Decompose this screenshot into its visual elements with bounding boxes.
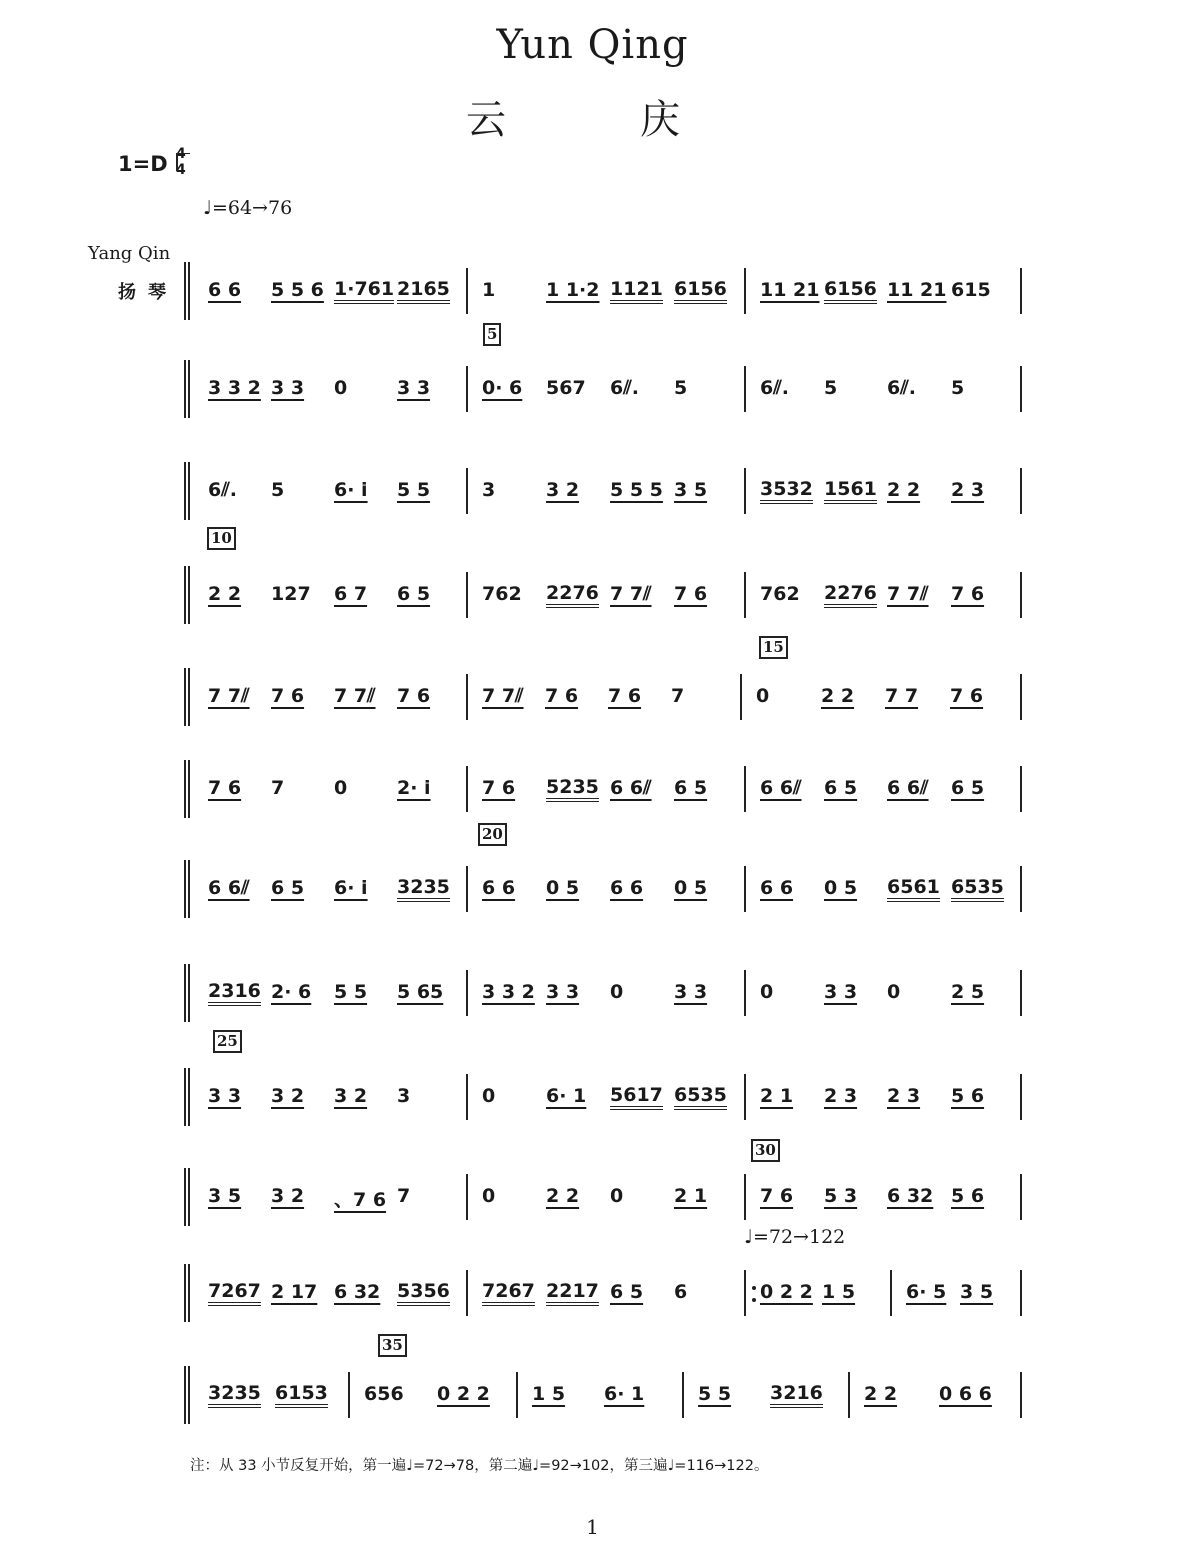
note-group: 6 32 xyxy=(887,1185,934,1207)
note-group: 11 21 xyxy=(887,279,947,301)
note-group: 6 xyxy=(674,1281,688,1303)
measure xyxy=(204,360,456,418)
note-group: 6 6⫽ xyxy=(887,777,929,799)
note-group: 3 2 xyxy=(546,479,580,501)
note-group: 6 7 xyxy=(334,583,368,605)
note-group: 3216 xyxy=(770,1383,823,1408)
measure xyxy=(478,860,734,918)
tempo-marking-1: ♩=64→76 xyxy=(203,197,293,219)
note-group: 2 2 xyxy=(887,479,921,501)
note-group: 2276 xyxy=(546,583,599,608)
note-group: 6 6 xyxy=(208,279,242,301)
measure xyxy=(204,262,456,320)
note-group: 5 5 xyxy=(397,479,431,501)
barline xyxy=(466,674,468,720)
note-group: 3 2 xyxy=(334,1085,368,1107)
barline xyxy=(740,674,742,720)
barline xyxy=(1020,268,1022,314)
rehearsal-mark-35: 35 xyxy=(378,1334,407,1357)
barline xyxy=(466,1074,468,1120)
note-group: 6 5 xyxy=(951,777,985,799)
note-group: 5 xyxy=(951,377,965,399)
barline xyxy=(1020,1074,1022,1120)
note-group: 2217 xyxy=(546,1281,599,1306)
note-group: 7267 xyxy=(482,1281,535,1306)
staff-row xyxy=(184,1264,1024,1322)
measure xyxy=(204,1068,456,1126)
note-group: 0 5 xyxy=(824,877,858,899)
note-group: 6 5 xyxy=(610,1281,644,1303)
system-start-barline xyxy=(184,1264,190,1322)
note-group: 7 7⫽ xyxy=(482,685,524,707)
barline xyxy=(744,970,746,1016)
system-start-barline xyxy=(184,1168,190,1226)
barline xyxy=(744,268,746,314)
system-start-barline xyxy=(184,964,190,1022)
measure xyxy=(360,1366,506,1424)
staff-row xyxy=(184,668,1024,726)
note-group: 7 6 xyxy=(608,685,642,707)
measure xyxy=(756,1168,1010,1226)
measure xyxy=(694,1366,838,1424)
note-group: 2 17 xyxy=(271,1281,318,1303)
note-group: 、7 6 xyxy=(334,1189,387,1211)
barline xyxy=(466,970,468,1016)
measure xyxy=(478,360,734,418)
note-group: 656 xyxy=(364,1383,404,1405)
note-group: 3 3 xyxy=(674,981,708,1003)
system-start-barline xyxy=(184,760,190,818)
measure xyxy=(478,964,734,1022)
staff-row xyxy=(184,760,1024,818)
barline xyxy=(744,866,746,912)
system-start-barline xyxy=(184,262,190,320)
barline xyxy=(1020,766,1022,812)
note-group: 6 6 xyxy=(610,877,644,899)
note-group: 0 xyxy=(334,777,348,799)
note-group: 6156 xyxy=(674,279,727,304)
note-group: 1121 xyxy=(610,279,663,304)
note-group: 0 xyxy=(887,981,901,1003)
note-group: 0 xyxy=(610,1185,624,1207)
measure xyxy=(204,462,456,520)
staff-row xyxy=(184,1068,1024,1126)
note-group: 6⫽. xyxy=(887,377,916,399)
note-group: 3 5 xyxy=(208,1185,242,1207)
note-group: 7 6 xyxy=(397,685,431,707)
note-group: 6 6 xyxy=(482,877,516,899)
barline xyxy=(348,1372,350,1418)
note-group: 762 xyxy=(760,583,800,605)
note-group: 0 2 2 xyxy=(760,1281,813,1303)
note-group: 7 7 xyxy=(885,685,919,707)
measure xyxy=(478,462,734,520)
note-group: 2276 xyxy=(824,583,877,608)
measure xyxy=(204,1366,338,1424)
system-start-barline xyxy=(184,1068,190,1126)
barline xyxy=(682,1372,684,1418)
title-zh-1: 云 xyxy=(466,97,506,143)
note-group: 762 xyxy=(482,583,522,605)
system-start-barline xyxy=(184,566,190,624)
barline xyxy=(1020,572,1022,618)
note-group: 2 3 xyxy=(887,1085,921,1107)
note-group: 0 xyxy=(610,981,624,1003)
staff-row xyxy=(184,1168,1024,1226)
note-group: 3 5 xyxy=(674,479,708,501)
note-group: 6 6 xyxy=(760,877,794,899)
title-en: Yun Qing xyxy=(496,22,689,68)
note-group: 2 3 xyxy=(824,1085,858,1107)
measure xyxy=(756,964,1010,1022)
measure xyxy=(204,860,456,918)
note-group: 7 7⫽ xyxy=(334,685,376,707)
note-group: 6· i xyxy=(334,877,368,899)
note-group: 1·761 xyxy=(334,279,394,304)
barline xyxy=(1020,1270,1022,1316)
note-group: 6535 xyxy=(674,1085,727,1110)
barline xyxy=(466,866,468,912)
note-group: 6· 5 xyxy=(906,1281,947,1303)
note-group: 6153 xyxy=(275,1383,328,1408)
note-group: 3 2 xyxy=(271,1185,305,1207)
barline xyxy=(1020,866,1022,912)
note-group: 6 5 xyxy=(674,777,708,799)
note-group: 5 xyxy=(674,377,688,399)
time-signature xyxy=(176,146,186,178)
note-group: 0 5 xyxy=(674,877,708,899)
measure xyxy=(204,668,456,726)
note-group: 0 xyxy=(756,685,770,707)
note-group: 3532 xyxy=(760,479,813,504)
note-group: 3 2 xyxy=(271,1085,305,1107)
note-group: 3 3 xyxy=(824,981,858,1003)
measure xyxy=(756,566,1010,624)
title-zh-2: 庆 xyxy=(640,97,680,143)
barline xyxy=(466,366,468,412)
note-group: 6561 xyxy=(887,877,940,902)
note-group: 2· 6 xyxy=(271,981,312,1003)
note-group: 5 5 xyxy=(698,1383,732,1405)
staff-row xyxy=(184,566,1024,624)
note-group: 7 xyxy=(397,1185,411,1207)
barline xyxy=(744,1270,746,1316)
note-group: 0 2 2 xyxy=(437,1383,490,1405)
note-group: 2 2 xyxy=(864,1383,898,1405)
note-group: 3 3 xyxy=(397,377,431,399)
barline xyxy=(1020,970,1022,1016)
measure xyxy=(478,566,734,624)
note-group: 0 xyxy=(334,377,348,399)
measure xyxy=(756,1068,1010,1126)
note-group: 1 1·2 xyxy=(546,279,600,301)
time-sig-top: 4 xyxy=(176,146,186,162)
note-group: 3 xyxy=(482,479,496,501)
note-group: 1 5 xyxy=(532,1383,566,1405)
note-group: 7 7⫽ xyxy=(887,583,929,605)
note-group: 5 5 xyxy=(334,981,368,1003)
note-group: 11 21 xyxy=(760,279,820,301)
note-group: 7267 xyxy=(208,1281,261,1306)
note-group: 6· 1 xyxy=(604,1383,645,1405)
note-group: 3 3 2 xyxy=(208,377,261,399)
note-group: 7 6 xyxy=(545,685,579,707)
instrument-name-zh: 扬琴 xyxy=(118,282,178,303)
rehearsal-mark-25: 25 xyxy=(213,1030,242,1053)
measure xyxy=(478,1168,734,1226)
note-group: 2 2 xyxy=(821,685,855,707)
barline xyxy=(1020,468,1022,514)
note-group: 0 xyxy=(760,981,774,1003)
note-group: 7 xyxy=(271,777,285,799)
measure xyxy=(478,668,730,726)
note-group: 6 5 xyxy=(271,877,305,899)
system-start-barline xyxy=(184,668,190,726)
barline xyxy=(1020,674,1022,720)
note-group: 3 3 2 xyxy=(482,981,535,1003)
note-group: 0 xyxy=(482,1185,496,1207)
note-group: 0 5 xyxy=(546,877,580,899)
system-start-barline xyxy=(184,360,190,418)
measure xyxy=(756,462,1010,520)
measure xyxy=(756,760,1010,818)
measure xyxy=(902,1264,1010,1322)
note-group: 2 1 xyxy=(674,1185,708,1207)
barline xyxy=(744,572,746,618)
note-group: 2 2 xyxy=(546,1185,580,1207)
note-group: 6 6⫽ xyxy=(760,777,802,799)
measure xyxy=(756,360,1010,418)
barline xyxy=(744,1174,746,1220)
note-group: 2 1 xyxy=(760,1085,794,1107)
note-group: 6⫽. xyxy=(760,377,789,399)
barline xyxy=(890,1270,892,1316)
measure xyxy=(528,1366,672,1424)
note-group: 7 7⫽ xyxy=(610,583,652,605)
note-group: 5356 xyxy=(397,1281,450,1306)
tempo-marking-2: ♩=72→122 xyxy=(744,1226,846,1248)
note-group: 5617 xyxy=(610,1085,663,1110)
note-group: 5 xyxy=(271,479,285,501)
note-group: 2 3 xyxy=(951,479,985,501)
barline xyxy=(466,268,468,314)
measure xyxy=(752,668,1010,726)
note-group: 7 xyxy=(671,685,685,707)
note-group: 3 3 xyxy=(271,377,305,399)
measure xyxy=(756,860,1010,918)
note-group: 1 xyxy=(482,279,496,301)
note-group: 6 6⫽ xyxy=(208,877,250,899)
note-group: 2316 xyxy=(208,981,261,1006)
note-group: 6 6⫽ xyxy=(610,777,652,799)
barline xyxy=(744,1074,746,1120)
rehearsal-mark-5: 5 xyxy=(483,323,501,346)
note-group: 1561 xyxy=(824,479,877,504)
measure xyxy=(204,1264,456,1322)
barline xyxy=(1020,1174,1022,1220)
staff-row xyxy=(184,860,1024,918)
barline xyxy=(516,1372,518,1418)
system-start-barline xyxy=(184,860,190,918)
footnote: 注：从 33 小节反复开始，第一遍♩=72→78，第二遍♩=92→102，第三遍♩=116→122。 xyxy=(190,1458,769,1474)
note-group: 3 5 xyxy=(960,1281,994,1303)
note-group: 7 6 xyxy=(951,583,985,605)
note-group: 7 6 xyxy=(271,685,305,707)
rehearsal-mark-20: 20 xyxy=(478,823,507,846)
note-group: 5 5 6 xyxy=(271,279,324,301)
key-signature: 1=D xyxy=(118,152,168,176)
measure xyxy=(478,262,734,320)
barline xyxy=(466,766,468,812)
note-group: 6⫽. xyxy=(610,377,639,399)
staff-row xyxy=(184,1366,1024,1424)
note-group: 7 6 xyxy=(950,685,984,707)
note-group: 2165 xyxy=(397,279,450,304)
note-group: 6⫽. xyxy=(208,479,237,501)
note-group: 5 xyxy=(824,377,838,399)
measure xyxy=(204,566,456,624)
measure xyxy=(756,262,1010,320)
rehearsal-mark-10: 10 xyxy=(207,527,236,550)
note-group: 6 5 xyxy=(397,583,431,605)
measure xyxy=(204,760,456,818)
note-group: 3 3 xyxy=(208,1085,242,1107)
note-group: 3235 xyxy=(397,877,450,902)
note-group: 5 5 5 xyxy=(610,479,663,501)
note-group: 6535 xyxy=(951,877,1004,902)
staff-row xyxy=(184,360,1024,418)
measure xyxy=(756,1264,880,1322)
rehearsal-mark-30: 30 xyxy=(751,1139,780,1162)
note-group: 2 5 xyxy=(951,981,985,1003)
note-group: 5 3 xyxy=(824,1185,858,1207)
note-group: 6· 1 xyxy=(546,1085,587,1107)
barline xyxy=(1020,1372,1022,1418)
barline xyxy=(848,1372,850,1418)
note-group: 567 xyxy=(546,377,586,399)
note-group: 2 2 xyxy=(208,583,242,605)
note-group: 6 32 xyxy=(334,1281,381,1303)
measure xyxy=(860,1366,1010,1424)
note-group: 5 65 xyxy=(397,981,444,1003)
note-group: 0· 6 xyxy=(482,377,523,399)
barline xyxy=(744,468,746,514)
measure xyxy=(478,1264,734,1322)
barline xyxy=(466,1174,468,1220)
time-sig-bottom: 4 xyxy=(176,162,186,178)
note-group: 3 3 xyxy=(546,981,580,1003)
note-group: 7 6 xyxy=(760,1185,794,1207)
note-group: 2· i xyxy=(397,777,431,799)
note-group: 7 7⫽ xyxy=(208,685,250,707)
barline xyxy=(466,1270,468,1316)
note-group: 0 xyxy=(482,1085,496,1107)
note-group: 6 5 xyxy=(824,777,858,799)
staff-row xyxy=(184,964,1024,1022)
note-group: 7 6 xyxy=(674,583,708,605)
system-start-barline xyxy=(184,462,190,520)
rehearsal-mark-15: 15 xyxy=(759,636,788,659)
note-group: 615 xyxy=(951,279,991,301)
note-group: 7 6 xyxy=(482,777,516,799)
barline xyxy=(1020,366,1022,412)
barline xyxy=(744,766,746,812)
measure xyxy=(204,964,456,1022)
barline xyxy=(466,572,468,618)
system-start-barline xyxy=(184,1366,190,1424)
note-group: 5 6 xyxy=(951,1085,985,1107)
note-group: 7 6 xyxy=(208,777,242,799)
staff-row xyxy=(184,262,1024,320)
note-group: 1 5 xyxy=(822,1281,856,1303)
measure xyxy=(204,1168,456,1226)
instrument-name-en: Yang Qin xyxy=(88,243,171,264)
measure xyxy=(478,1068,734,1126)
staff-row xyxy=(184,462,1024,520)
barline xyxy=(744,366,746,412)
note-group: 3 xyxy=(397,1085,411,1107)
note-group: 0 6 6 xyxy=(939,1383,992,1405)
page-number: 1 xyxy=(586,1515,599,1539)
note-group: 6· i xyxy=(334,479,368,501)
barline xyxy=(466,468,468,514)
note-group: 6156 xyxy=(824,279,877,304)
note-group: 5235 xyxy=(546,777,599,802)
note-group: 5 6 xyxy=(951,1185,985,1207)
measure xyxy=(478,760,734,818)
note-group: 127 xyxy=(271,583,311,605)
note-group: 3235 xyxy=(208,1383,261,1408)
